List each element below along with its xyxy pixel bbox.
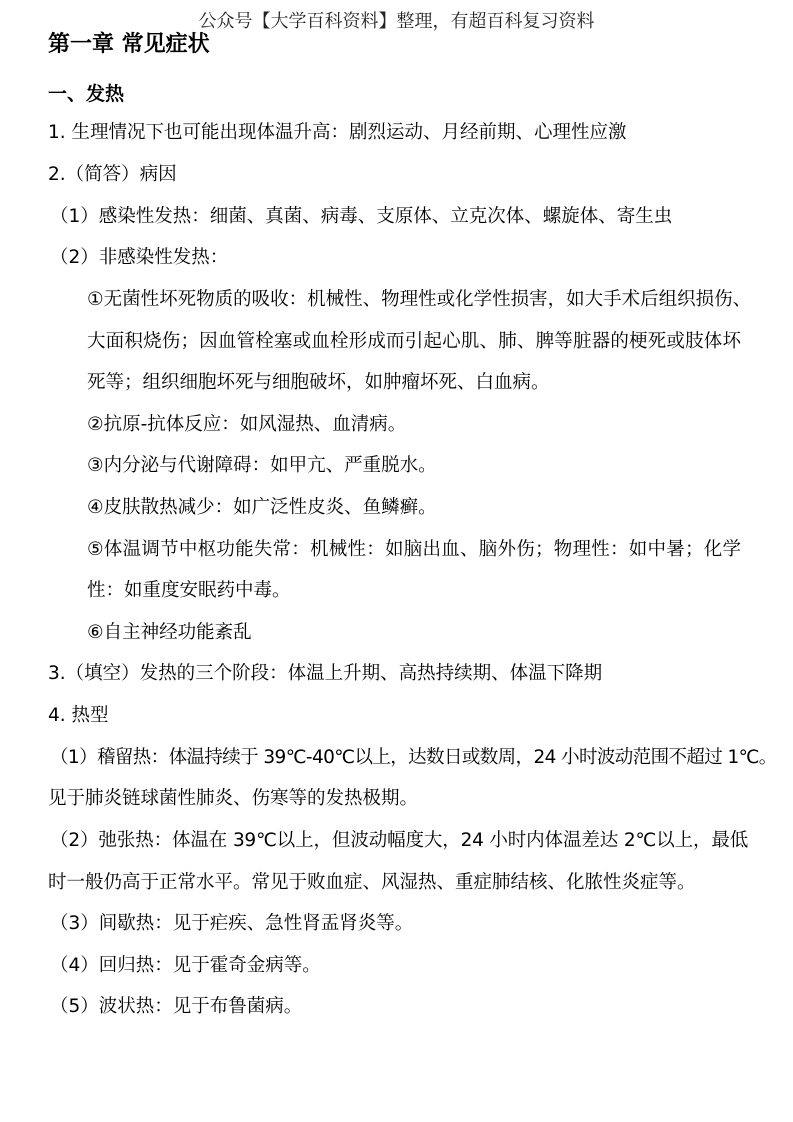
paragraph-line: （1）感染性发热：细菌、真菌、病毒、支原体、立克次体、螺旋体、寄生虫 <box>50 206 673 227</box>
paragraph-line: 1. 生理情况下也可能出现体温升高：剧烈运动、月经前期、心理性应激 <box>48 122 627 143</box>
paragraph-line: 见于肺炎链球菌性肺炎、伤寒等的发热极期。 <box>48 788 419 809</box>
paragraph-line: ①无菌性坏死物质的吸收：机械性、物理性或化学性损害，如大手术后组织损伤、 <box>87 289 752 310</box>
paragraph-line: 死等；组织细胞坏死与细胞破坏，如肿瘤坏死、白血病。 <box>87 372 550 393</box>
paragraph-line: 大面积烧伤；因血管栓塞或血栓形成而引起心肌、肺、脾等脏器的梗死或肢体坏 <box>87 331 741 352</box>
paragraph-line: 2.（简答）病因 <box>48 164 177 185</box>
paragraph-line: （2）非感染性发热： <box>50 247 229 268</box>
paragraph-line: 3.（填空）发热的三个阶段：体温上升期、高热持续期、体温下降期 <box>48 663 603 684</box>
paragraph-line: （4）回归热：见于霍奇金病等。 <box>50 955 321 976</box>
paragraph-line: 4. 热型 <box>48 705 109 726</box>
paragraph-line: （1）稽留热：体温持续于 39℃-40℃以上，达数日或数周，24 小时波动范围不超过 1℃。 <box>50 747 777 768</box>
chapter-title: 第一章 常见症状 <box>48 32 210 57</box>
paragraph-line: ⑤体温调节中枢功能失常：机械性：如脑出血、脑外伤；物理性：如中暑；化学 <box>87 539 741 560</box>
section-title: 一、发热 <box>48 83 125 105</box>
paragraph-line: ②抗原-抗体反应：如风湿热、血清病。 <box>87 414 407 435</box>
paragraph-line: 时一般仍高于正常水平。常见于败血症、风湿热、重症肺结核、化脓性炎症等。 <box>48 872 696 893</box>
paragraph-line: ⑥自主神经功能紊乱 <box>87 622 252 643</box>
watermark-header: 公众号【大学百科资料】整理，有超百科复习资料 <box>198 11 595 32</box>
paragraph-line: （2）弛张热：体温在 39℃以上，但波动幅度大，24 小时内体温差达 2℃以上，最低 <box>50 830 748 851</box>
paragraph-line: （5）波状热：见于布鲁菌病。 <box>50 996 303 1017</box>
paragraph-line: ③内分泌与代谢障碍：如甲亢、严重脱水。 <box>87 455 437 476</box>
paragraph-line: ④皮肤散热减少：如广泛性皮炎、鱼鳞癣。 <box>87 497 437 518</box>
paragraph-line: 性：如重度安眠药中毒。 <box>87 580 291 601</box>
paragraph-line: （3）间歇热：见于疟疾、急性肾盂肾炎等。 <box>50 913 414 934</box>
